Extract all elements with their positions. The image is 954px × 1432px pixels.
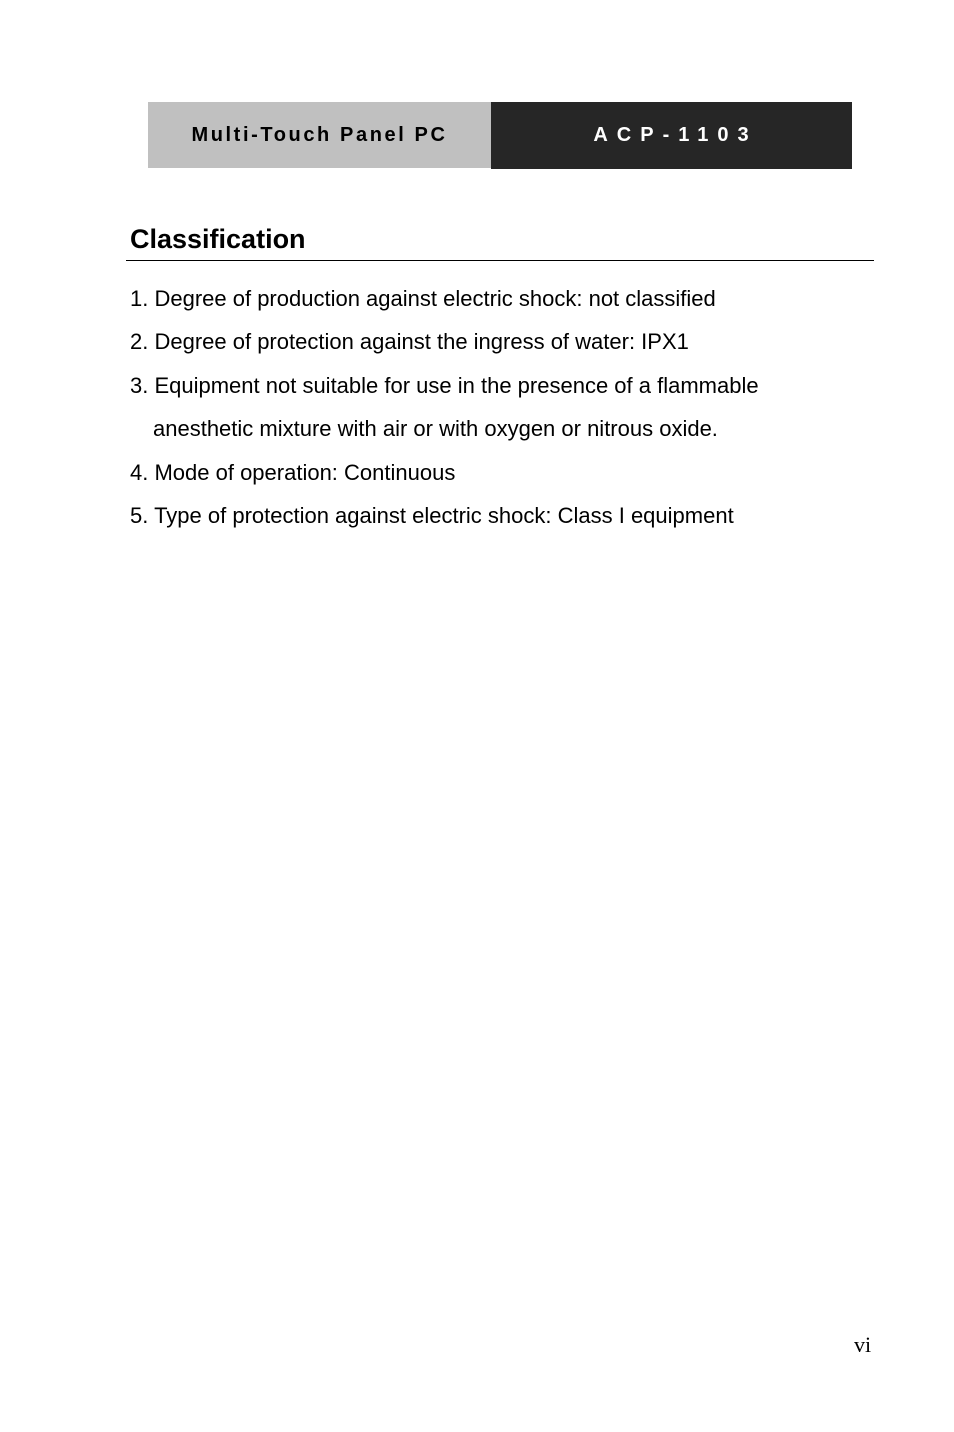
list-item: 3. Equipment not suitable for use in the presence of a flammable [130, 372, 759, 398]
list-item: 4. Mode of operation: Continuous [130, 459, 456, 485]
header-product-type: Multi-Touch Panel PC [148, 102, 491, 168]
list-item: 2. Degree of protection against the ingress of water: IPX1 [130, 329, 689, 355]
list-item: 5. Type of protection against electric shock: Class I equipment [130, 503, 734, 529]
list-item-continuation: anesthetic mixture with air or with oxygen or nitrous oxide. [153, 416, 718, 442]
list-item: 1. Degree of production against electric shock: not classified [130, 286, 716, 311]
section-title: Classification [130, 224, 306, 254]
classification-list [130, 277, 870, 537]
page-number: vi [854, 1332, 872, 1357]
header-model: ACP-1103 [491, 102, 852, 169]
page-header [148, 102, 852, 169]
section-divider [126, 260, 874, 261]
